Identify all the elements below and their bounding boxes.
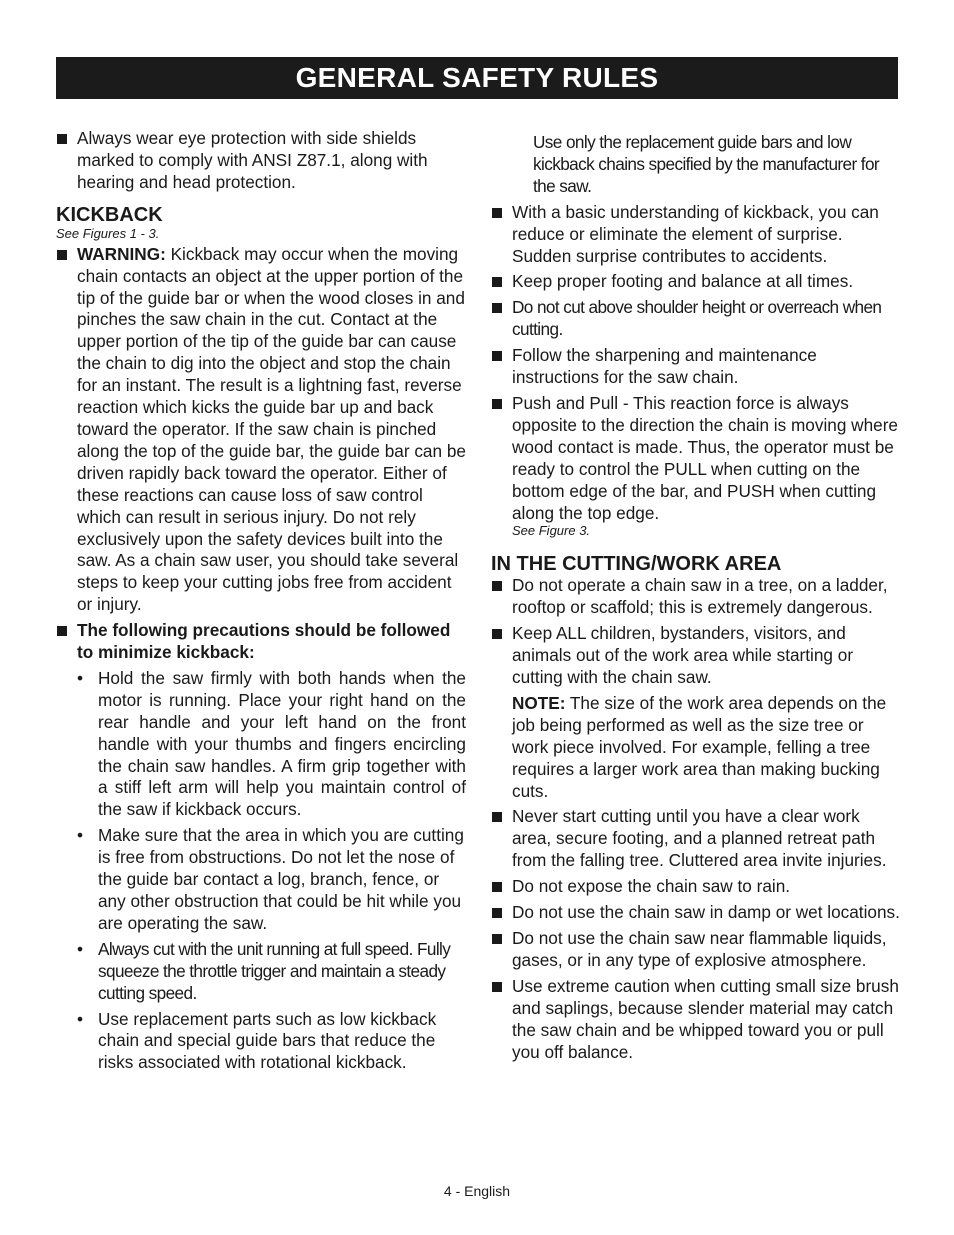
left-column <box>56 128 466 1078</box>
item-text: Use extreme caution when cutting small size brush and saplings, because slender material may catch the saw chain and be whipped toward you or pull you off balance. <box>512 975 899 1062</box>
sub-bullet-text: Hold the saw firmly with both hands when the motor is running. Place your right hand on the rear handle and your left hand on the front handle with your thumbs and fingers encircling the chain saw handles. A firm grip together with a stiff left arm will help you maintain control of the saw if kickback occurs. <box>98 667 466 820</box>
item-text: Do not use the chain saw in damp or wet locations. <box>512 902 900 923</box>
square-bullet-icon <box>57 250 67 260</box>
square-bullet-icon <box>492 303 502 313</box>
note-label: NOTE: <box>512 692 566 713</box>
dot-bullet-icon: • <box>77 938 83 959</box>
item-text: Follow the sharpening and maintenance instructions for the saw chain. <box>512 345 817 388</box>
sub-bullet-text: Make sure that the area in which you are cutting is free from obstructions. Do not let the nose of the guide bar contact a log, branch, fence, or any other obstruction that could be hit while you are operating the saw. <box>98 825 464 933</box>
item-text: Do not use the chain saw near flammable liquids, gases, or in any type of explosive atmosphere. <box>512 928 887 970</box>
square-bullet-icon <box>492 982 502 992</box>
square-bullet-icon <box>57 626 67 636</box>
list-item-rain <box>491 876 901 898</box>
square-bullet-icon <box>492 629 502 639</box>
list-item-flammable <box>491 928 901 972</box>
replacement-continued-text: Use only the replacement guide bars and low kickback chains specified by the manufacturer for the saw. <box>533 132 880 196</box>
square-bullet-icon <box>492 208 502 218</box>
page-title <box>56 57 898 99</box>
item-text: Push and Pull - This reaction force is always opposite to the direction the chain is moving where wood contact is made. Thus, the operator must be ready to control the PULL when cutting on the bottom edge of the bar, and PUSH when cutting along the top edge. <box>512 392 898 523</box>
list-item-sharpening <box>491 345 901 389</box>
item-text: Do not cut above shoulder height or overreach when cutting. <box>512 297 882 340</box>
item-text: With a basic understanding of kickback, you can reduce or eliminate the element of surprise. Sudden surprise contributes to accidents. <box>512 201 879 266</box>
list-item-tree-ladder <box>491 575 901 619</box>
list-item-damp <box>491 902 901 924</box>
warning-label: WARNING: <box>77 243 166 264</box>
item-text: Do not operate a chain saw in a tree, on a ladder, rooftop or scaffold; this is extremely dangerous. <box>512 575 888 618</box>
sub-bullet-full-speed <box>56 939 466 1005</box>
right-column <box>491 132 901 1067</box>
list-item-precautions <box>56 620 466 664</box>
work-area-heading: IN THE CUTTING/WORK AREA <box>491 553 782 576</box>
work-area-note <box>491 693 901 803</box>
square-bullet-icon <box>57 134 67 144</box>
square-bullet-icon <box>492 882 502 892</box>
sub-bullet-text: Use replacement parts such as low kickback chain and special guide bars that reduce the risks associated with rotational kickback. <box>98 1008 437 1073</box>
square-bullet-icon <box>492 399 502 409</box>
list-item-warning <box>56 244 466 616</box>
list-item-kickback-understanding <box>491 202 901 268</box>
see-figure-3-note: See Figure 3. <box>512 523 591 539</box>
sub-bullet-hold-saw <box>56 668 466 821</box>
square-bullet-icon <box>492 581 502 591</box>
list-item-push-pull <box>491 393 901 539</box>
sub-bullet-text: Always cut with the unit running at full speed. Fully squeeze the throttle trigger and maintain a steady cutting speed. <box>98 938 451 1003</box>
page-footer <box>0 1183 954 1199</box>
sub-bullet-obstructions <box>56 825 466 935</box>
list-item-eye-protection <box>56 128 466 194</box>
list-item-children <box>491 623 901 689</box>
list-item-saplings <box>491 976 901 1064</box>
dot-bullet-icon: • <box>77 1008 84 1029</box>
note-text: The size of the work area depends on the job being performed as well as the size tree or work piece involved. For example, felling a tree requires a larger work area than making bucking cuts. <box>512 692 887 801</box>
kickback-heading: KICKBACK <box>56 203 163 226</box>
list-item-footing <box>491 271 901 293</box>
sub-bullet-replacement-parts <box>56 1009 466 1075</box>
precautions-intro: The following precautions should be followed to minimize kickback: <box>77 620 451 663</box>
item-text: Keep ALL children, bystanders, visitors, and animals out of the work area while starting or cutting with the chain saw. <box>512 623 854 688</box>
dot-bullet-icon: • <box>77 667 84 688</box>
warning-text: Kickback may occur when the moving chain contacts an object at the upper portion of the tip of the guide bar or when the wood closes in and pinches the saw chain in the cut. Contact at the upper portion of the tip of the guide bar can cause the chain to dig into the object and stop the chain for an instant. The result is a lightning fast, reverse reaction which kicks the guide bar up and back toward the operator. If the saw chain is pinched along the top of the guide bar, the guide bar can be driven rapidly back toward the operator. Either of these reactions can cause loss of saw control which can result in serious injury. Do not rely exclusively upon the safety devices built into the saw. As a chain saw user, you should take several steps to keep your cutting jobs free from accident or injury. <box>77 243 466 615</box>
list-item-clear-area <box>491 806 901 872</box>
square-bullet-icon <box>492 908 502 918</box>
item-text: Keep proper footing and balance at all times. <box>512 271 854 292</box>
item-text: Do not expose the chain saw to rain. <box>512 876 791 897</box>
page-title-text: GENERAL SAFETY RULES <box>295 62 659 93</box>
list-item-shoulder-height <box>491 297 901 341</box>
dot-bullet-icon: • <box>77 825 84 846</box>
item-text: Never start cutting until you have a clear work area, secure footing, and a planned retreat path from the falling tree. Cluttered area invite injuries. <box>512 806 887 871</box>
page-number: 4 - English <box>443 1183 511 1199</box>
square-bullet-icon <box>492 277 502 287</box>
square-bullet-icon <box>492 812 502 822</box>
square-bullet-icon <box>492 351 502 361</box>
square-bullet-icon <box>492 934 502 944</box>
item-text: Always wear eye protection with side shields marked to comply with ANSI Z87.1, along with hearing and head protection. <box>77 128 428 192</box>
see-figures-note: See Figures 1 - 3. <box>56 225 160 241</box>
